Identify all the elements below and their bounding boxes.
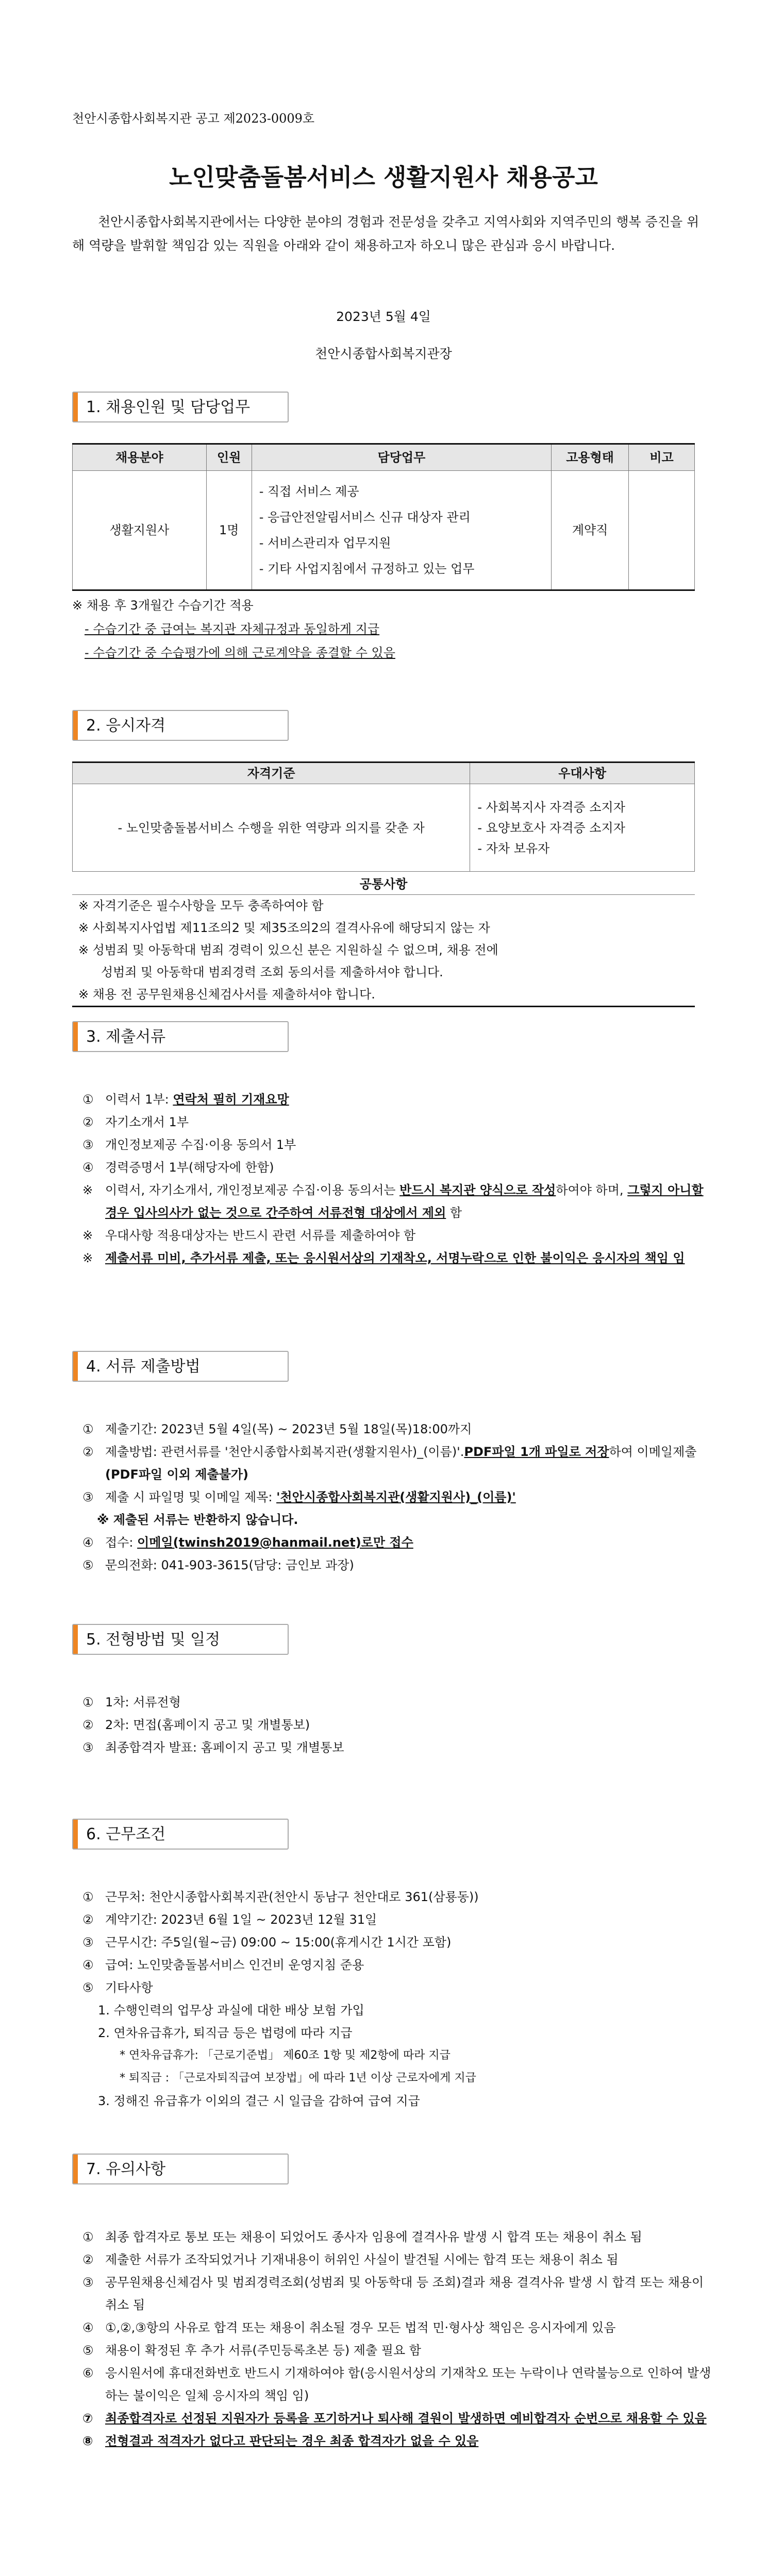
item-text: 근무처: 천안시종합사회복지관(천안시 동남구 천안대로 361(삼룡동)) (105, 1890, 479, 1904)
heading-accent-bar (73, 2155, 78, 2183)
table-header: 비고 (629, 444, 695, 471)
list-item (82, 1531, 715, 1554)
item-text: 최종 합격자로 통보 또는 채용이 되었어도 종사자 임용에 결격사유 발생 시 합격 또는 채용이 취소 됨 (105, 2230, 642, 2244)
item-text: 하여야 하며, (556, 1183, 628, 1197)
section-heading-7 (72, 2154, 289, 2184)
note-line: ※ 채용 후 3개월간 수습기간 적용 (72, 598, 254, 613)
item-marker: ③ (82, 1138, 94, 1152)
list-item (82, 2339, 715, 2362)
list-item (82, 1247, 715, 1269)
working-conditions-list (82, 1886, 715, 2112)
item-marker: ③ (82, 1740, 94, 1755)
common-line: ※ 자격기준은 필수사항을 모두 충족하여야 함 (78, 899, 324, 913)
item-emphasis: 전형결과 적격자가 없다고 판단되는 경우 최종 합격자가 없을 수 있음 (105, 2434, 479, 2448)
item-marker: ⑤ (82, 1558, 94, 1572)
item-emphasis: 제출서류 미비, 추가서류 제출, 또는 응시원서상의 기재착오, 서명누락으로 인한 불이익은 응시자의 책임 임 (105, 1251, 685, 1265)
list-item (82, 2226, 715, 2248)
preference-item: - 요양보호사 자격증 소지자 (477, 820, 625, 835)
item-marker: ④ (82, 1535, 94, 1550)
item-marker: ③ (82, 2275, 94, 2290)
list-item (82, 1954, 715, 1976)
table-cell: 생활지원사 (73, 471, 207, 590)
item-marker: ① (82, 1890, 94, 1904)
section-heading-1 (72, 392, 289, 422)
item-text: 계약기간: 2023년 6월 1일 ~ 2023년 12월 31일 (105, 1912, 377, 1927)
item-text: 이력서 1부: (105, 1092, 173, 1107)
section-title: 2. 응시자격 (86, 716, 166, 735)
list-item (82, 1486, 715, 1509)
common-requirements (72, 874, 695, 1007)
item-text: 2차: 면접(홈페이지 공고 및 개별통보) (105, 1718, 310, 1732)
item-marker: ② (82, 1718, 94, 1732)
item-emphasis: 이메일(twinsh2019@hanmail.net)로만 접수 (137, 1535, 413, 1550)
item-marker: ⑥ (82, 2366, 94, 2380)
sub-item: 2. 연차유급휴가, 퇴직금 등은 법령에 따라 지급 (98, 2026, 353, 2040)
list-item (82, 1179, 715, 1224)
criteria-cell: - 노인맞춤돌봄서비스 수행을 위한 역량과 의지를 갖춘 자 (73, 784, 470, 872)
item-text: 개인정보제공 수집·이용 동의서 1부 (105, 1138, 296, 1152)
item-emphasis: 그렇지 아니할 경우 입사의사가 없는 것으로 간주하여 서류전형 대상에서 제외 (105, 1183, 704, 1220)
list-item (82, 1886, 715, 1908)
item-marker: ② (82, 1115, 94, 1129)
duty-item: - 기타 사업지침에서 규정하고 있는 업무 (259, 562, 475, 576)
list-item (82, 1691, 715, 1714)
section-heading-3 (72, 1021, 289, 1052)
item-emphasis: 연락처 필히 기재요망 (173, 1092, 289, 1107)
common-heading: 공통사항 (72, 874, 695, 895)
section-title: 5. 전형방법 및 일정 (86, 1630, 221, 1649)
item-emphasis: '천안시종합사회복지관(생활지원사)_(이름)' (276, 1490, 516, 1504)
heading-accent-bar (73, 1352, 78, 1381)
qualification-table (72, 761, 695, 872)
heading-accent-bar (73, 1820, 78, 1849)
item-marker: ⑤ (82, 2343, 94, 2358)
list-item (82, 2430, 715, 2452)
list-item (82, 1088, 715, 1111)
duty-item: - 직접 서비스 제공 (259, 484, 359, 499)
item-text: 하여 이메일제출 (609, 1445, 697, 1459)
list-item (82, 1509, 715, 1531)
list-item (82, 2316, 715, 2339)
item-emphasis: 반드시 복지관 양식으로 작성 (399, 1183, 556, 1197)
submission-list (82, 1418, 715, 1577)
list-item (82, 1908, 715, 1931)
item-marker: ② (82, 1912, 94, 1927)
list-item (82, 1714, 715, 1736)
table-header: 자격기준 (73, 762, 470, 784)
list-item (82, 1156, 715, 1179)
item-marker: ① (82, 2230, 94, 2244)
item-emphasis: ※ 제출된 서류는 반환하지 않습니다. (97, 1513, 298, 1527)
item-text: 공무원채용신체검사 및 범죄경력조회(성범죄 및 아동학대 등 조회)결과 채용 결격사유 발생 시 합격 또는 채용이 취소 됨 (105, 2275, 704, 2312)
list-item (82, 1440, 715, 1486)
item-marker: ※ (82, 1183, 93, 1197)
item-text: 문의전화: 041-903-3615(담당: 금인보 과장) (105, 1558, 354, 1572)
list-item (82, 1133, 715, 1156)
intro-paragraph: 천안시종합사회복지관에서는 다양한 분야의 경험과 전문성을 갖추고 지역사회와 지역주민의 행복 증진을 위해 역량을 발휘할 책임감 있는 직원을 아래와 같이 채용하고자 하오니 많은 관심과 응시 바랍니다. (72, 214, 699, 253)
item-marker: ④ (82, 1958, 94, 1972)
page-title: 노인맞춤돌봄서비스 생활지원사 채용공고 (169, 163, 598, 191)
item-marker: ③ (82, 1490, 94, 1504)
documents-list (82, 1088, 715, 1269)
item-emphasis: 최종합격자로 선정된 지원자가 등록을 포기하거나 퇴사해 결원이 발생하면 예비합격자 순번으로 채용할 수 있음 (105, 2411, 707, 2426)
item-emphasis: (PDF파일 이외 제출불가) (105, 1467, 249, 1482)
item-text: 이력서, 자기소개서, 개인정보제공 수집·이용 동의서는 (105, 1183, 400, 1197)
item-marker: ⑤ (82, 1980, 94, 1995)
list-item (82, 2248, 715, 2271)
table-header: 담당업무 (252, 444, 551, 471)
selection-list (82, 1691, 715, 1759)
notice-date: 2023년 5월 4일 (336, 309, 431, 324)
table-cell: 계약직 (552, 471, 629, 590)
section-title: 7. 유의사항 (86, 2160, 166, 2178)
section-title: 4. 서류 제출방법 (86, 1357, 201, 1376)
list-item (82, 2362, 715, 2407)
list-item (82, 1418, 715, 1440)
precautions-list (82, 2226, 715, 2452)
item-text: ①,②,③항의 사유로 합격 또는 채용이 취소될 경우 모든 법적 민·형사상 책임은 응시자에게 있음 (105, 2320, 616, 2335)
common-line: 성범죄 및 아동학대 범죄경력 조회 동의서를 제출하셔야 합니다. (101, 965, 443, 979)
note-line: - 수습기간 중 수습평가에 의해 근로계약을 종결할 수 있음 (85, 646, 395, 660)
duties-cell (252, 471, 551, 590)
item-marker: ⑧ (82, 2434, 93, 2448)
duty-item: - 응급안전알림서비스 신규 대상자 관리 (259, 510, 471, 524)
item-text: 최종합격자 발표: 홈페이지 공고 및 개별통보 (105, 1740, 344, 1755)
heading-accent-bar (73, 711, 78, 740)
heading-accent-bar (73, 393, 78, 421)
table-header: 우대사항 (470, 762, 695, 784)
item-text: 제출 시 파일명 및 이메일 제목: (105, 1490, 277, 1504)
table-cell (629, 471, 695, 590)
item-marker: ※ (82, 1228, 93, 1243)
preference-cell (470, 784, 695, 872)
list-item (82, 1976, 715, 1999)
preference-item: - 자차 보유자 (477, 841, 550, 856)
common-line: ※ 성범죄 및 아동학대 범죄 경력이 있으신 분은 지원하실 수 없으며, 채용 전에 (78, 943, 498, 957)
list-item (82, 1224, 715, 1247)
list-item (82, 1931, 715, 1954)
list-item (82, 1111, 715, 1133)
list-item (82, 1554, 715, 1577)
heading-accent-bar (73, 1022, 78, 1051)
section-title: 3. 제출서류 (86, 1027, 166, 1046)
table-header: 고용형태 (552, 444, 629, 471)
item-text: 제출방법: 관련서류를 '천안시종합사회복지관(생활지원사)_(이름)'. (105, 1445, 464, 1459)
sub-item: 3. 정해진 유급휴가 이외의 결근 시 일급을 감하여 급여 지급 (98, 2094, 420, 2108)
item-text: 경력증명서 1부(해당자에 한함) (105, 1160, 274, 1175)
item-text: 급여: 노인맞춤돌봄서비스 인건비 운영지침 준용 (105, 1958, 364, 1972)
sub-item: 1. 수행인력의 업무상 과실에 대한 배상 보험 가입 (98, 2003, 364, 2018)
item-text: 우대사항 적용대상자는 반드시 관련 서류를 제출하여야 함 (105, 1228, 416, 1243)
item-marker: ② (82, 1445, 94, 1459)
section-heading-6 (72, 1819, 289, 1850)
item-text: 채용이 확정된 후 추가 서류(주민등록초본 등) 제출 필요 함 (105, 2343, 421, 2358)
item-text: 제출한 서류가 조작되었거나 기재내용이 허위인 사실이 발견될 시에는 합격 또는 채용이 취소 됨 (105, 2252, 619, 2267)
heading-accent-bar (73, 1625, 78, 1654)
item-text: 1차: 서류전형 (105, 1695, 181, 1709)
item-text: 기타사항 (105, 1980, 153, 1995)
sub-item: * 퇴직금 : 「근로자퇴직급여 보장법」에 따라 1년 이상 근로자에게 지급 (120, 2072, 476, 2084)
item-marker: ① (82, 1422, 94, 1436)
item-text: 함 (446, 1206, 462, 1220)
probation-notes (72, 594, 710, 665)
item-marker: ⑦ (82, 2411, 93, 2426)
section-title: 1. 채용인원 및 담당업무 (86, 398, 251, 416)
item-marker: ※ (82, 1251, 93, 1265)
section-heading-5 (72, 1624, 289, 1655)
table-header: 채용분야 (73, 444, 207, 471)
item-marker: ④ (82, 1160, 94, 1175)
list-item (82, 1736, 715, 1759)
notice-number: 천안시종합사회복지관 공고 제2023-0009호 (72, 111, 315, 126)
item-text: 접수: (105, 1535, 138, 1550)
list-item (82, 2407, 715, 2430)
item-marker: ③ (82, 1935, 94, 1950)
organization-name: 천안시종합사회복지관장 (315, 346, 452, 361)
note-line: - 수습기간 중 급여는 복지관 자체규정과 동일하게 지급 (85, 622, 380, 636)
section-heading-2 (72, 710, 289, 741)
item-text: 응시원서에 휴대전화번호 반드시 기재하여야 함(응시원서상의 기재착오 또는 누락이나 연락불능으로 인하여 발생하는 불이익은 일체 응시자의 책임 임) (105, 2366, 711, 2403)
duty-item: - 서비스관리자 업무지원 (259, 536, 391, 550)
sub-item: * 연차유급휴가: 「근로기준법」 제60조 1항 및 제2항에 따라 지급 (120, 2049, 451, 2062)
item-text: 자기소개서 1부 (105, 1115, 189, 1129)
item-text: 근무시간: 주5일(월~금) 09:00 ~ 15:00(휴게시간 1시간 포함) (105, 1935, 452, 1950)
table-cell: 1명 (206, 471, 252, 590)
item-marker: ② (82, 2252, 94, 2267)
item-text: 제출기간: 2023년 5월 4일(목) ~ 2023년 5월 18일(목)18:00까지 (105, 1422, 472, 1436)
section-heading-4 (72, 1351, 289, 1382)
section-title: 6. 근무조건 (86, 1825, 166, 1843)
item-marker: ① (82, 1092, 94, 1107)
common-line: ※ 채용 전 공무원채용신체검사서를 제출하셔야 합니다. (78, 987, 375, 1002)
item-marker: ① (82, 1695, 94, 1709)
recruitment-table (72, 443, 695, 591)
preference-item: - 사회복지사 자격증 소지자 (477, 800, 625, 815)
table-header: 인원 (206, 444, 252, 471)
item-emphasis: PDF파일 1개 파일로 저장 (464, 1445, 609, 1459)
common-line: ※ 사회복지사업법 제11조의2 및 제35조의2의 결격사유에 해당되지 않는 자 (78, 921, 490, 935)
list-item (82, 2271, 715, 2316)
item-marker: ④ (82, 2320, 94, 2335)
